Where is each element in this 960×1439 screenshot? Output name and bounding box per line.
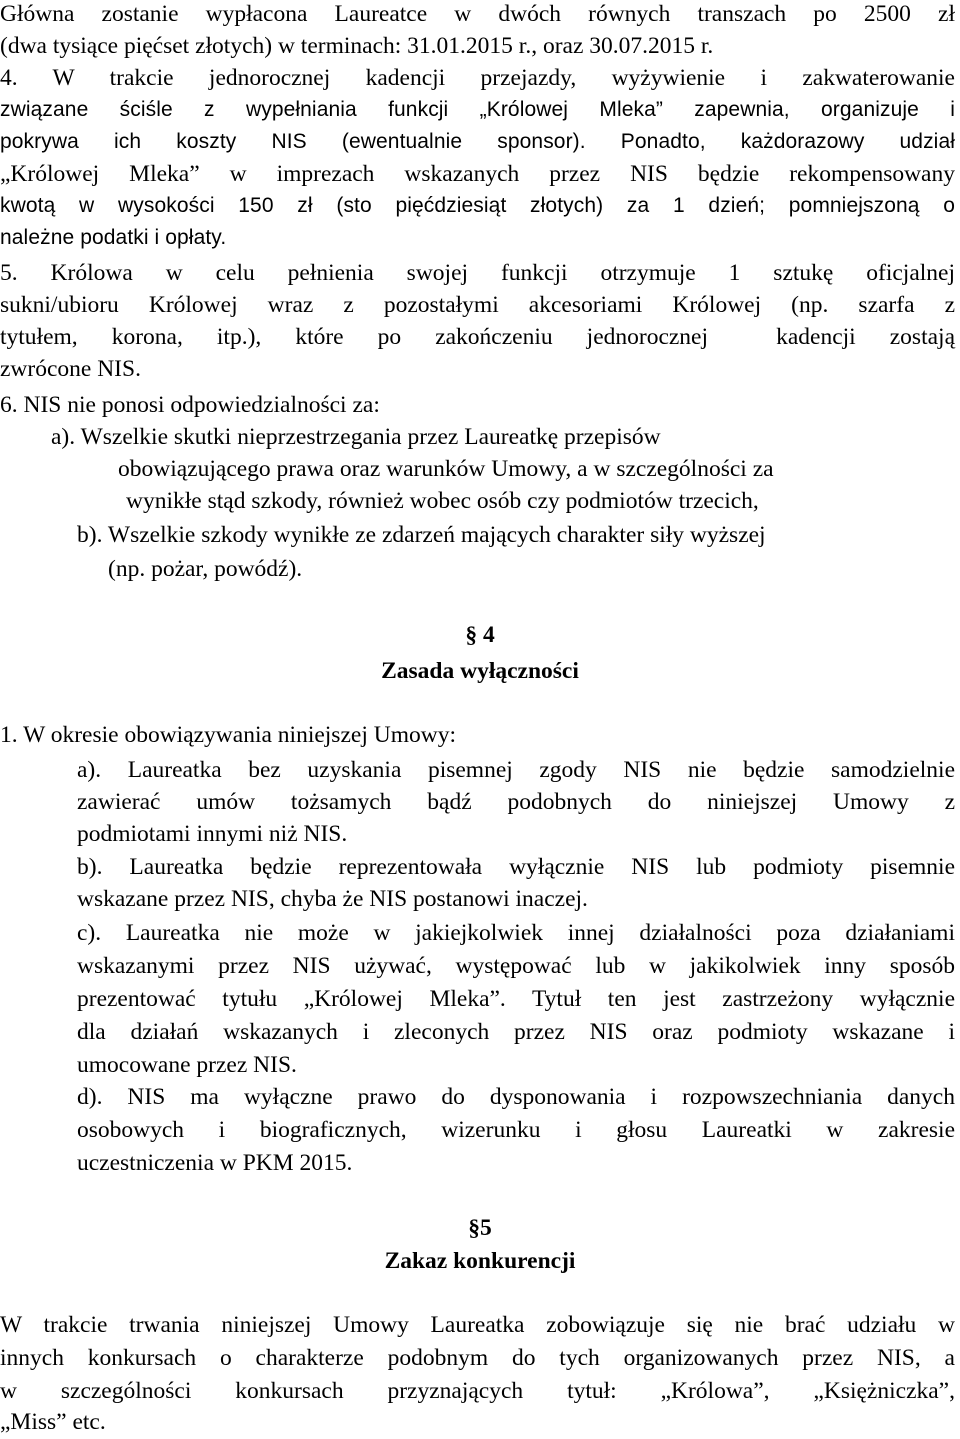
paragraph-4-line-6: należne podatki i opłaty.	[0, 226, 227, 249]
section-4-intro: 1. W okresie obowiązywania niniejszej Umowy:	[0, 722, 456, 748]
section-5-line-1: W trakcie trwania niniejszej Umowy Laureatka zobowiązuje się nie brać udziału w	[0, 1312, 955, 1338]
section-4-b-line-2: wskazane przez NIS, chyba że NIS postanowi inaczej.	[77, 886, 588, 912]
section-4-c-line-1: c). Laureatka nie może w jakiejkolwiek innej działalności poza działaniami	[77, 920, 955, 946]
paragraph-3-line-2: (dwa tysiące pięćset złotych) w terminach: 31.01.2015 r., oraz 30.07.2015 r.	[0, 33, 714, 59]
section-4-c-line-3: prezentować tytułu „Królowej Mleka”. Tytuł ten jest zastrzeżony wyłącznie	[77, 986, 955, 1012]
section-4-c-line-5: umocowane przez NIS.	[77, 1052, 297, 1078]
paragraph-6-intro: 6. NIS nie ponosi odpowiedzialności za:	[0, 392, 380, 418]
paragraph-4-line-3: pokrywa ich koszty NIS (ewentualnie sponsor). Ponadto, każdorazowy udział	[0, 130, 955, 153]
section-4-c-line-4: dla działań wskazanych i zleconych przez NIS oraz podmioty wskazane i	[77, 1019, 955, 1045]
paragraph-4-line-4: „Królowej Mleka” w imprezach wskazanych przez NIS będzie rekompensowany	[0, 161, 955, 187]
paragraph-5-line-1: 5. Królowa w celu pełnienia swojej funkcji otrzymuje 1 sztukę oficjalnej	[0, 260, 955, 286]
paragraph-5-line-3: tytułem, korona, itp.), które po zakończeniu jednorocznej kadencji zostają	[0, 324, 955, 350]
section-4-a-line-1: a). Laureatka bez uzyskania pisemnej zgody NIS nie będzie samodzielnie	[77, 757, 955, 783]
paragraph-3-line-1: Główna zostanie wypłacona Laureatce w dwóch równych transzach po 2500 zł	[0, 1, 955, 27]
paragraph-5-line-2: sukni/ubioru Królowej wraz z pozostałymi akcesoriami Królowej (np. szarfa z	[0, 292, 955, 318]
section-5-line-3: w szczególności konkursach przyznających tytuł: „Królowa”, „Księżniczka”,	[0, 1378, 955, 1404]
section-4-d-line-1: d). NIS ma wyłączne prawo do dysponowania i rozpowszechniania danych	[77, 1084, 955, 1110]
section-5-number: §5	[468, 1215, 492, 1241]
paragraph-6-a-line-1: a). Wszelkie skutki nieprzestrzegania przez Laureatkę przepisów	[51, 424, 661, 450]
section-5-line-4: „Miss” etc.	[0, 1409, 106, 1435]
section-4-d-line-3: uczestniczenia w PKM 2015.	[77, 1150, 353, 1176]
paragraph-5-line-4: zwrócone NIS.	[0, 356, 141, 382]
paragraph-6-b-line-2: (np. pożar, powódź).	[108, 556, 303, 582]
paragraph-4-line-2: związane ściśle z wypełniania funkcji „Królowej Mleka” zapewnia, organizuje i	[0, 98, 955, 121]
section-4-title: Zasada wyłączności	[381, 658, 579, 684]
paragraph-6-a-line-3: wynikłe stąd szkody, również wobec osób czy podmiotów trzecich,	[126, 488, 759, 514]
section-4-c-line-2: wskazanymi przez NIS używać, występować lub w jakikolwiek inny sposób	[77, 953, 955, 979]
paragraph-4-line-1: 4. W trakcie jednorocznej kadencji przejazdy, wyżywienie i zakwaterowanie	[0, 65, 955, 91]
section-4-d-line-2: osobowych i biograficznych, wizerunku i głosu Laureatki w zakresie	[77, 1117, 955, 1143]
section-4-number: § 4	[465, 622, 495, 648]
section-5-line-2: innych konkursach o charakterze podobnym do tych organizowanych przez NIS, a	[0, 1345, 955, 1371]
section-4-b-line-1: b). Laureatka będzie reprezentowała wyłącznie NIS lub podmioty pisemnie	[77, 854, 955, 880]
paragraph-6-b-line-1: b). Wszelkie szkody wynikłe ze zdarzeń mających charakter siły wyższej	[77, 522, 766, 548]
section-5-title: Zakaz konkurencji	[384, 1248, 576, 1274]
section-4-a-line-3: podmiotami innymi niż NIS.	[77, 821, 348, 847]
section-4-a-line-2: zawierać umów tożsamych bądź podobnych do niniejszej Umowy z	[77, 789, 955, 815]
paragraph-6-a-line-2: obowiązującego prawa oraz warunków Umowy, a w szczególności za	[118, 456, 774, 482]
paragraph-4-line-5: kwotą w wysokości 150 zł (sto pięćdziesiąt złotych) za 1 dzień; pomniejszoną o	[0, 194, 955, 217]
